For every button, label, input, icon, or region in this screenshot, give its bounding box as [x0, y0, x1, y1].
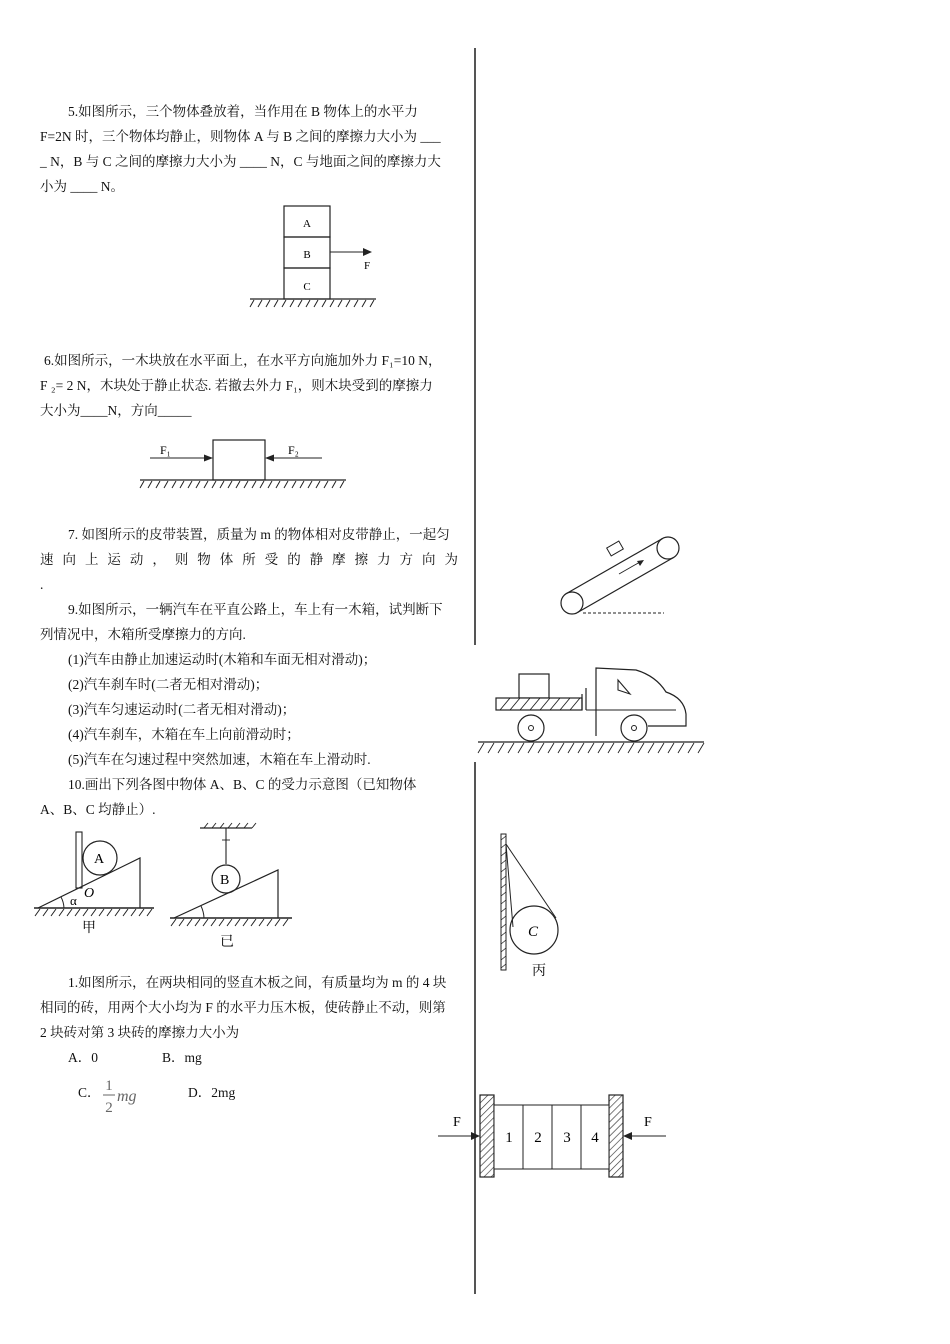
right-board [609, 1095, 623, 1177]
left-board [480, 1095, 494, 1177]
block-c-label: C [303, 281, 311, 293]
q6-line-3: 大小为____N，方向_____ [40, 403, 192, 418]
q5-line-3: _ N，B 与 C 之间的摩擦力大小为 ____ N，C 与地面之间的摩擦力大 [40, 154, 441, 169]
q7-conveyor-belt-figure [556, 532, 686, 622]
q9-item-3: (3)汽车匀速运动时(二者无相对滑动)； [68, 702, 296, 717]
q9-line-2: 列情况中，木箱所受摩擦力的方向. [40, 627, 246, 642]
q1-option-c-fraction [100, 1074, 146, 1118]
q9-truck-figure [476, 664, 708, 756]
caption-yi: 已 [220, 935, 234, 950]
caption-jia: 甲 [82, 921, 96, 936]
brick-4-label: 4 [591, 1130, 599, 1146]
q6-line-1: 6.如图所示，一木块放在水平面上，在水平方向施加外力 F₁=10 N， [44, 353, 442, 368]
q7-line-3: . [40, 577, 44, 592]
q7-line-2: 速 向 上 运 动 ， 则 物 体 所 受 的 静 摩 擦 力 方 向 为 [40, 552, 458, 567]
vertical-board [76, 832, 82, 888]
q9-item-4: (4)汽车刹车，木箱在车上向前滑动时； [68, 727, 300, 742]
q10-figure-yi [168, 822, 300, 950]
brick-3-label: 3 [563, 1130, 571, 1146]
block-a-label: A [303, 218, 311, 230]
q9-item-1: (1)汽车由静止加速运动时(木箱和车面无相对滑动)； [68, 652, 377, 667]
q1-bricks-figure [434, 1092, 674, 1182]
q10-line-2: A、B、C 均静止）. [40, 802, 156, 817]
q1-line-3: 2 块砖对第 3 块砖的摩擦力大小为 [40, 1025, 240, 1040]
right-force-arrow [623, 1132, 632, 1140]
ball-a-label: A [94, 852, 105, 867]
q9-line-1: 9.如图所示，一辆汽车在平直公路上，车上有一木箱，试判断下 [68, 602, 443, 617]
caption-bing: 丙 [532, 964, 546, 979]
object-on-belt [607, 541, 624, 556]
q1-option-a: A．0 [68, 1050, 98, 1065]
ground-hatching [250, 300, 374, 307]
rope-right [506, 844, 556, 918]
q7-line-1: 7. 如图所示的皮带装置，质量为 m 的物体相对皮带静止，一起匀 [68, 527, 450, 542]
question-10-text [40, 772, 458, 822]
left-force-label: F [453, 1115, 461, 1130]
q10-figure-bing [494, 832, 574, 982]
cab-window [618, 680, 630, 694]
ground-hatching [140, 481, 344, 488]
rear-wheel [518, 715, 544, 741]
q5-line-1: 5.如图所示，三个物体叠放着，当作用在 B 物体上的水平力 [68, 104, 418, 119]
rope-left [506, 844, 513, 927]
fraction-mg: mg [117, 1088, 137, 1105]
q5-line-2: F=2N 时，三个物体均静止，则物体 A 与 B 之间的摩擦力大小为 ___ [40, 129, 441, 144]
right-force-label: F [644, 1115, 652, 1130]
q10-figure-jia [32, 828, 158, 938]
ball-b-label: B [220, 873, 230, 888]
left-force-arrow [471, 1132, 480, 1140]
force-f1-label: F₁ [160, 443, 171, 457]
question-1-text [40, 970, 458, 1045]
q6-block-two-forces-figure [138, 436, 350, 492]
force-f2-label: F₂ [288, 443, 299, 457]
force-arrow-head [363, 248, 372, 256]
question-7-text [40, 522, 458, 597]
angle-alpha: α [70, 893, 77, 908]
q5-stacked-blocks-figure [248, 200, 388, 312]
column-divider-lower [474, 762, 476, 1294]
wooden-box [519, 674, 549, 698]
q1-option-c-label: C． [78, 1085, 101, 1100]
q1-option-d: D．2mg [188, 1085, 236, 1100]
q1-line-1: 1.如图所示，在两块相同的竖直木板之间，有质量均为 m 的 4 块 [68, 975, 447, 990]
wood-block [213, 440, 265, 480]
q1-option-b: B．mg [162, 1050, 202, 1065]
ball-c-label: C [528, 924, 539, 940]
q9-item-2: (2)汽车刹车时(二者无相对滑动)； [68, 677, 269, 692]
q9-item-5: (5)汽车在匀速过程中突然加速，木箱在车上滑动时. [68, 752, 371, 767]
q10-line-1: 10.画出下列各图中物体 A、B、C 的受力示意图（已知物体 [68, 777, 417, 792]
brick-2-label: 2 [534, 1130, 542, 1146]
front-wheel [621, 715, 647, 741]
question-5-text [40, 99, 458, 199]
question-9-text [40, 597, 458, 772]
ceiling-hatching [204, 823, 256, 828]
column-divider-upper [474, 48, 476, 645]
brick-1-label: 1 [505, 1130, 513, 1146]
fraction-denominator: 2 [105, 1100, 113, 1116]
question-6-text [40, 348, 458, 423]
point-o-label: O [84, 886, 95, 901]
block-b-label: B [303, 249, 311, 261]
q6-line-2: F ₂= 2 N，木块处于静止状态. 若撤去外力 F₁，则木块受到的摩擦力 [40, 378, 433, 393]
force-f-label: F [364, 260, 371, 272]
q5-line-4: 小为 ____ N。 [40, 179, 124, 194]
fraction-numerator: 1 [105, 1078, 113, 1094]
q1-line-2: 相同的砖，用两个大小均为 F 的水平力压木板，使砖静止不动，则第 [40, 1000, 446, 1015]
